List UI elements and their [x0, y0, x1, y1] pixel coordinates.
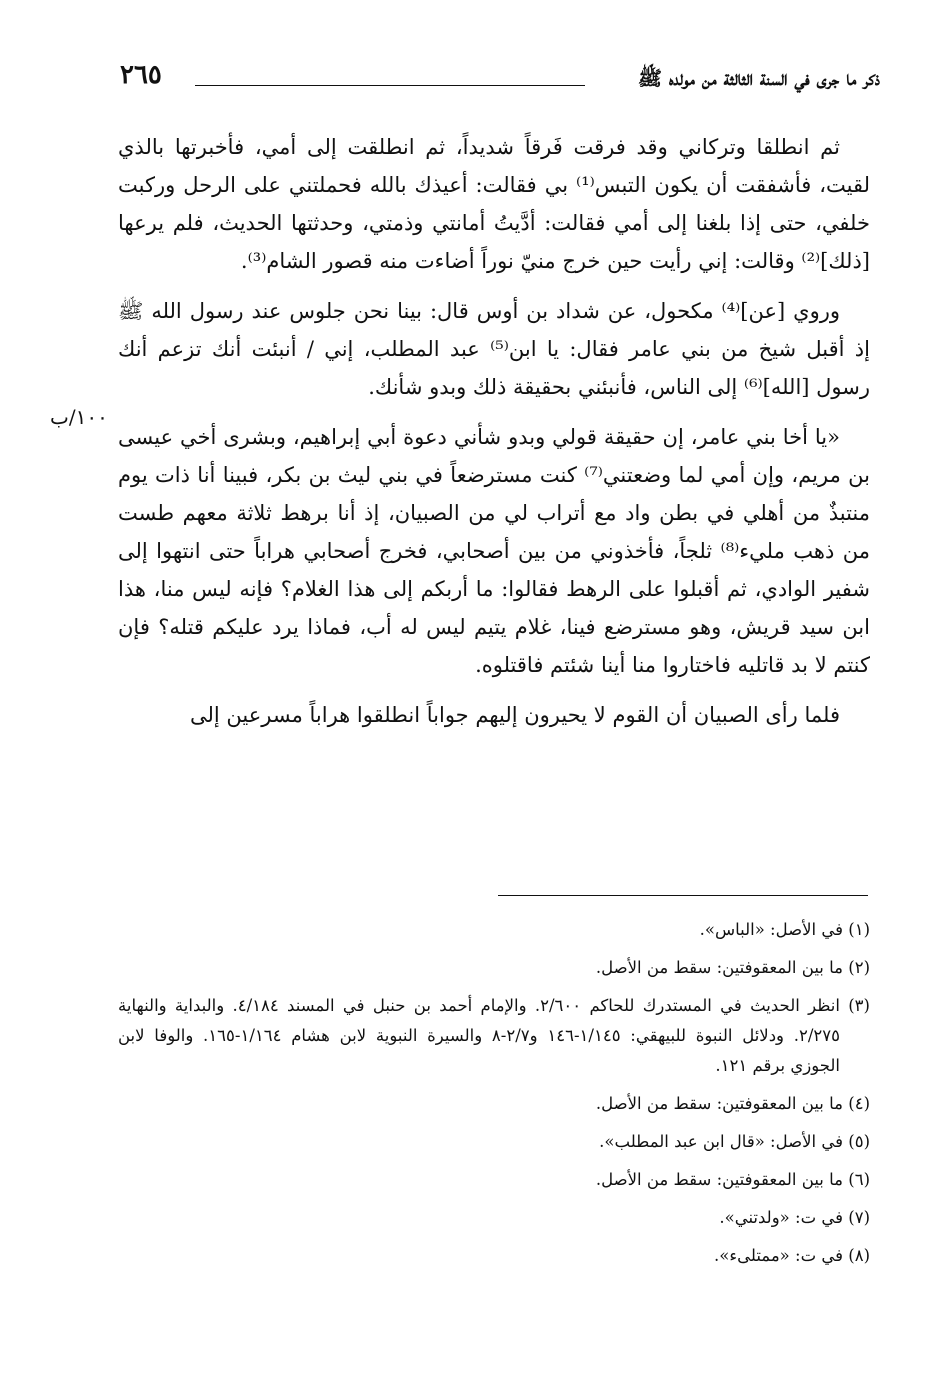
running-title: ذكر ما جرى في السنة الثالثة من مولده ﷺ [637, 66, 880, 90]
paragraph: «يا أخا بني عامر، إن حقيقة قولي وبدو شأني دعوة أبي إبراهيم، وبشرى أخي عيسى بن مريم، وإن أمي لما وضعتني⁽⁷⁾ كنت مسترضعاً في بني ليث بن بكر، فبينا أنا ذات يوم منتبذٌ من أهلي في بطن واد مع أتراب لي من الصبيان، إذ أنا برهط ثلاثة معهم طست من ذهب مليء⁽⁸⁾ ثلجاً، فأخذوني من بين أصحابي، فخرج أصحابي هراباً حتى انتهوا إلى شفير الوادي، ثم أقبلوا على الرهط فقالوا: ما أربكم إلى هذا الغلام؟ فإنه ليس منا، هذا ابن سيد قريش، وهو مسترضع فينا، غلام يتيم ليس له أب، فماذا يرد عليكم قتله؟ فإن كنتم لا بد قاتليه فاختاروا منا أينا شئتم فاقتلوه. [118, 425, 870, 677]
footnote-rule [498, 895, 868, 896]
manuscript-folio-note: ١٠٠/ب [50, 405, 108, 429]
header-rule [195, 85, 585, 86]
footnote: (٢) ما بين المعقوفتين: سقط من الأصل. [595, 958, 870, 977]
page-header [120, 60, 880, 100]
footnotes [118, 915, 870, 1279]
main-text [118, 128, 870, 734]
page-number: ٢٦٥ [120, 60, 162, 90]
footnote: (٨) في ت: «ممتلىء». [714, 1246, 870, 1265]
paragraph: ثم انطلقا وتركاني وقد فرقت فَرقاً شديداً، ثم انطلقت إلى أمي، فأخبرتها بالذي لقيت، فأشفقت أن يكون التبس⁽¹⁾ بي فقالت: أعيذك بالله فحملتني على الرحل وركبت خلفي، حتى إذا بلغنا إلى أمي فقالت: أدَّيتُ أمانتي وذمتي، وحدثتها الحديث، فلم يرعها [ذلك]⁽²⁾ وقالت: إني رأيت حين خرج منيّ نوراً أضاءت منه قصور الشام⁽³⁾. [118, 135, 870, 273]
footnote: (٧) في ت: «ولدتني». [719, 1208, 870, 1227]
footnote: (٥) في الأصل: «قال ابن عبد المطلب». [599, 1132, 870, 1151]
footnote: (١) في الأصل: «الباس». [699, 920, 870, 939]
paragraph: فلما رأى الصبيان أن القوم لا يحيرون إليهم جواباً انطلقوا هراباً مسرعين إلى [189, 703, 840, 727]
footnote: (٦) ما بين المعقوفتين: سقط من الأصل. [595, 1170, 870, 1189]
paragraph: وروي [عن]⁽⁴⁾ مكحول، عن شداد بن أوس قال: بينا نحن جلوس عند رسول الله ﷺ إذ أقبل شيخ من بني عامر فقال: يا ابن⁽⁵⁾ عبد المطلب، إني / أنبئت أنك تزعم أنك رسول [الله]⁽⁶⁾ إلى الناس، فأنبئني بحقيقة ذلك وبدو شأنك. [118, 299, 870, 399]
footnote: (٣) انظر الحديث في المستدرك للحاكم ٢/٦٠٠. والإمام أحمد بن حنبل في المسند ٤/١٨٤. والبداية والنهاية ٢/٢٧٥. ودلائل النبوة للبيهقي: ١/١٤٥-١٤٦ و٢/٧-٨ والسيرة النبوية لابن هشام ١/١٦٤-١٦٥. والوفا لابن الجوزي برقم ١٢١. [118, 996, 870, 1075]
footnote: (٤) ما بين المعقوفتين: سقط من الأصل. [595, 1094, 870, 1113]
